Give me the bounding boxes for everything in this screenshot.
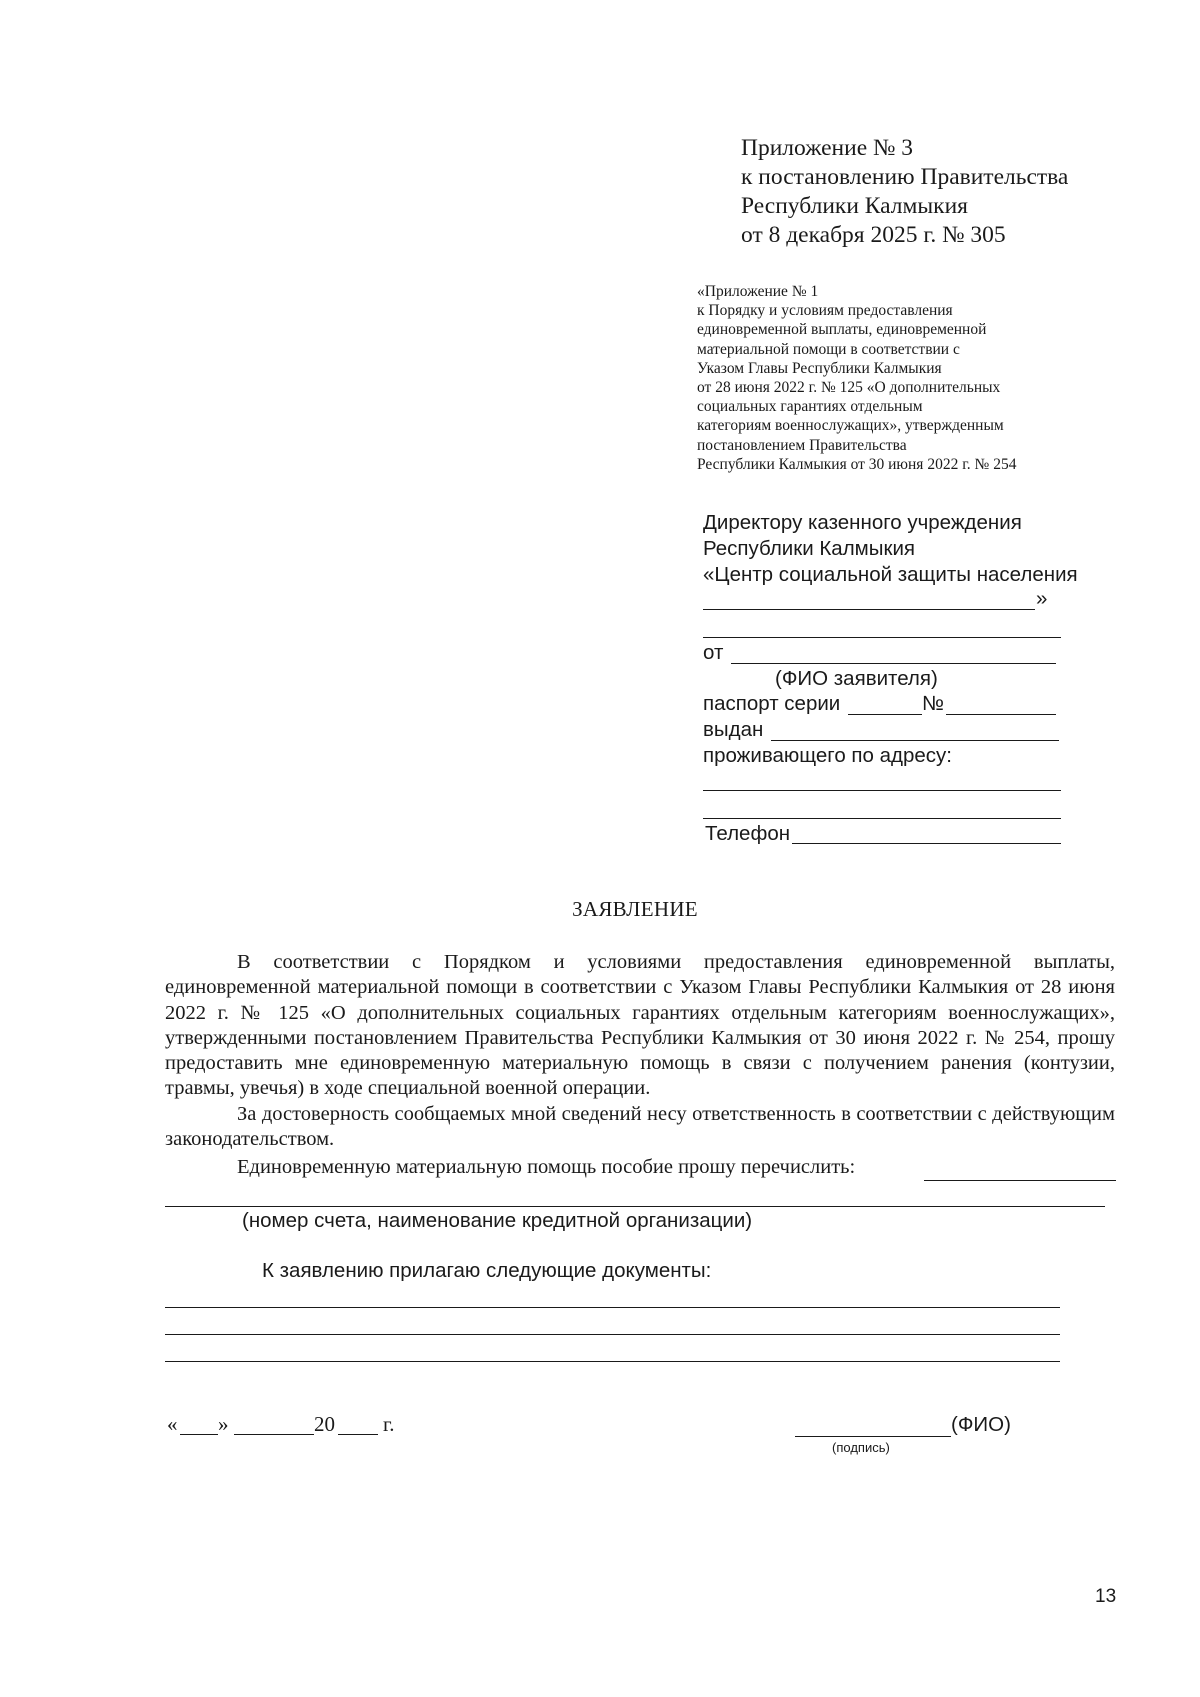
- addressee-line-2: Республики Калмыкия: [703, 537, 916, 560]
- addressee-close-quote: »: [1036, 587, 1048, 610]
- prior-appendix-line: материальной помощи в соответствии с: [697, 340, 960, 358]
- year-blank[interactable]: [338, 1434, 378, 1435]
- passport-number-label: №: [922, 692, 944, 715]
- appendix-header-line: от 8 декабря 2025 г. № 305: [741, 222, 1006, 248]
- year-prefix: 20: [314, 1412, 335, 1436]
- day-blank[interactable]: [180, 1434, 218, 1435]
- addressee-line-1: Директору казенного учреждения: [703, 511, 1022, 534]
- from-label: от: [703, 641, 724, 664]
- prior-appendix-line: «Приложение № 1: [697, 283, 819, 300]
- appendix-header: [741, 134, 1068, 250]
- address-label: проживающего по адресу:: [703, 744, 952, 767]
- issued-label: выдан: [703, 718, 764, 741]
- passport-series-label: паспорт серии: [703, 692, 841, 715]
- prior-appendix-line: постановлением Правительства: [697, 436, 907, 454]
- signer-fio-label: (ФИО): [951, 1413, 1011, 1436]
- address-blank-2[interactable]: [703, 818, 1061, 819]
- year-suffix: г.: [383, 1412, 395, 1436]
- prior-appendix-line: социальных гарантиях отдельным: [697, 398, 923, 416]
- account-hint: (номер счета, наименование кредитной организации): [242, 1209, 753, 1232]
- document-title: ЗАЯВЛЕНИЕ: [572, 897, 698, 921]
- prior-appendix-line: к Порядку и условиям предоставления: [697, 302, 953, 320]
- appendix-header-line: Республики Калмыкия: [741, 193, 968, 219]
- applicant-fio-blank[interactable]: [731, 663, 1056, 664]
- appendix-header-line: Приложение № 3: [741, 135, 914, 161]
- prior-appendix-reference: [697, 282, 1016, 474]
- month-blank[interactable]: [234, 1434, 314, 1435]
- body-paragraph-2: За достоверность сообщаемых мной сведений несу ответственность в соответствии с действующим законодательством.: [165, 1102, 1115, 1151]
- address-blank-1[interactable]: [703, 790, 1061, 791]
- page-number: 13: [1095, 1586, 1117, 1607]
- date-close-quote: »: [218, 1412, 229, 1436]
- appendix-header-line: к постановлению Правительства: [741, 164, 1069, 190]
- body-paragraph-1: В соответствии с Порядком и условиями предоставления единовременной выплаты, единовременной материальной помощи в соответствии с Указом Главы Республики Калмыкия от 28 июня 2022 г. № 125 «О дополнительных социальных гарантиях отдельным категориям военнослужащих», утвержденными постановлением Правительства Республики Калмыкия от 30 июня 2022 г. № 254, прошу предоставить мне единовременную материальную помощь в связи с получением ранения (контузии, травмы, увечья) в ходе специальной военной операции.: [165, 951, 1115, 1100]
- center-name-blank[interactable]: [703, 609, 1035, 610]
- prior-appendix-line: категориям военнослужащих», утвержденным: [697, 417, 1004, 435]
- addressee-line-3: «Центр социальной защиты населения: [703, 563, 1078, 586]
- prior-appendix-line: единовременной выплаты, единовременной: [697, 321, 987, 339]
- attachments-blank-2[interactable]: [165, 1334, 1060, 1335]
- passport-issued-blank[interactable]: [771, 740, 1059, 741]
- payment-request-label: Единовременную материальную помощь пособие прошу перечислить:: [237, 1156, 856, 1178]
- prior-appendix-line: Указом Главы Республики Калмыкия: [697, 359, 942, 377]
- payment-details-blank-2[interactable]: [165, 1206, 1105, 1207]
- date-open-quote: «: [167, 1412, 178, 1436]
- addressee-extra-blank[interactable]: [703, 637, 1061, 638]
- phone-blank[interactable]: [792, 843, 1061, 844]
- attachments-blank-3[interactable]: [165, 1361, 1060, 1362]
- fio-hint: (ФИО заявителя): [775, 667, 938, 690]
- phone-label: Телефон: [705, 822, 791, 845]
- passport-series-blank[interactable]: [848, 714, 922, 715]
- attachments-blank-1[interactable]: [165, 1307, 1060, 1308]
- passport-number-blank[interactable]: [946, 714, 1056, 715]
- application-body: [165, 950, 1115, 1152]
- signature-hint: (подпись): [832, 1440, 890, 1455]
- prior-appendix-line: Республики Калмыкия от 30 июня 2022 г. № 254: [697, 455, 1017, 473]
- signature-blank[interactable]: [795, 1436, 951, 1437]
- attachments-label: К заявлению прилагаю следующие документы:: [262, 1259, 712, 1282]
- payment-details-blank[interactable]: [924, 1180, 1116, 1181]
- prior-appendix-line: от 28 июня 2022 г. № 125 «О дополнительных: [697, 378, 1001, 396]
